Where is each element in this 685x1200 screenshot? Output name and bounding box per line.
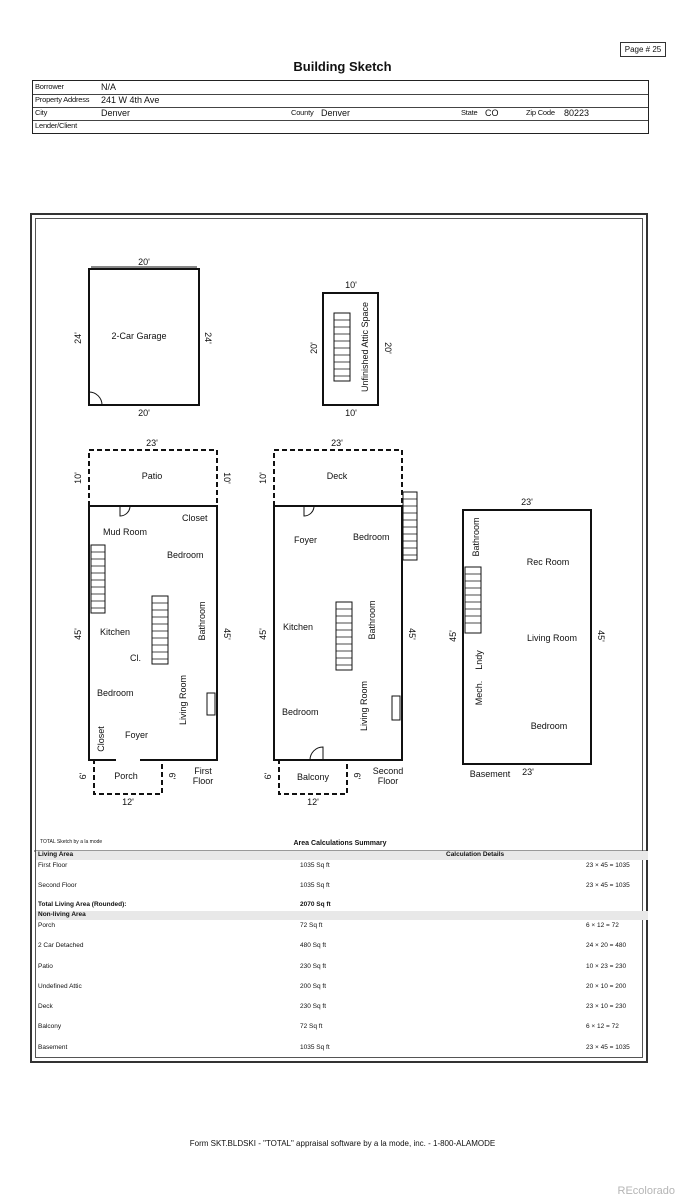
address-value: 241 W 4th Ave	[101, 95, 160, 105]
balcony-label: Balcony	[296, 772, 330, 782]
area-calc: 20 × 10 = 200	[586, 982, 627, 990]
attic-bottom-dim: 10'	[345, 408, 357, 418]
total-living-value: 2070 Sq ft	[300, 901, 331, 908]
door-icon	[310, 747, 323, 760]
patio-right-dim: 10'	[222, 472, 232, 484]
table-row	[36, 1042, 648, 1062]
foyer-label: Foyer	[294, 535, 318, 545]
page-title: Building Sketch	[293, 59, 392, 74]
door-icon	[304, 506, 314, 516]
first-floor-right-dim: 45'	[222, 628, 232, 640]
bathroom-label: Bathroom	[197, 601, 207, 641]
bedroom-label: Bedroom	[530, 721, 568, 731]
area-calc: 23 × 10 = 230	[586, 1003, 627, 1011]
city-value: Denver	[101, 108, 131, 118]
garage-label: 2-Car Garage	[111, 331, 167, 341]
second-floor-label: Floor	[377, 776, 399, 786]
basement-left-dim: 45'	[448, 630, 458, 642]
lender-label: Lender/Client	[35, 121, 78, 130]
area-calc: 10 × 23 = 230	[586, 962, 627, 970]
garage-door-icon	[89, 392, 102, 405]
area-name: Second Floor	[38, 882, 77, 889]
first-floor-label: Floor	[192, 776, 214, 786]
table-row	[36, 1001, 648, 1021]
bedroom-label: Bedroom	[353, 532, 390, 542]
first-floor-top-dim: 23'	[146, 438, 158, 448]
form-footer: Form SKT.BLDSKI - "TOTAL" appraisal software by a la mode, inc. - 1-800-ALAMODE	[189, 1139, 496, 1148]
area-value: 72 Sq ft	[300, 922, 323, 929]
area-calc: 23 × 45 = 1035	[586, 862, 630, 869]
area-name: Basement	[38, 1043, 68, 1051]
zip-label: Zip Code	[526, 108, 555, 117]
non-living-header: Non-living Area	[38, 911, 86, 918]
porch-label: Porch	[114, 771, 138, 781]
stairs-icon	[91, 313, 481, 670]
zip-value: 80223	[564, 108, 590, 118]
area-value: 230 Sq ft	[300, 1003, 327, 1011]
closet-label: Cl.	[130, 653, 141, 663]
basement-bottom-dim: 23'	[522, 767, 534, 777]
area-name: Balcony	[38, 1023, 62, 1031]
living-room-label: Living Room	[526, 633, 578, 643]
state-label: State	[461, 108, 478, 117]
area-value: 72 Sq ft	[300, 1023, 323, 1031]
garage-left-dim: 24'	[73, 332, 83, 344]
county-value: Denver	[321, 108, 351, 118]
table-row	[36, 1021, 648, 1041]
area-name: Porch	[38, 922, 55, 929]
first-floor-left-dim: 45'	[73, 628, 83, 640]
balcony-left-dim: 6'	[263, 772, 273, 780]
living-room-label: Living Room	[359, 680, 369, 732]
foyer-label: Foyer	[125, 730, 149, 740]
deck-left-dim: 10'	[258, 472, 268, 484]
county-label: County	[291, 108, 314, 117]
page-number: Page # 25	[620, 42, 666, 57]
calc-details-header: Calculation Details	[446, 851, 505, 858]
area-calc: 23 × 45 = 1035	[586, 882, 630, 889]
basement-right-dim: 45'	[596, 630, 606, 642]
kitchen-label: Kitchen	[283, 622, 314, 632]
garage-top-dim: 20'	[138, 257, 150, 267]
porch-bottom-dim: 12'	[122, 797, 134, 807]
borrower-value: N/A	[101, 82, 117, 92]
area-value: 1035 Sq ft	[300, 862, 330, 869]
bedroom-label: Bedroom	[282, 707, 319, 717]
area-calc: 6 × 12 = 72	[586, 922, 619, 929]
table-row	[36, 911, 648, 920]
garage-bottom-dim: 20'	[138, 408, 150, 418]
table-row	[36, 851, 648, 860]
table-row	[36, 940, 648, 960]
bathroom-label: Bathroom	[471, 517, 481, 557]
table-row	[36, 900, 648, 911]
bedroom-label: Bedroom	[167, 550, 204, 560]
state-value: CO	[485, 108, 499, 118]
summary-title: Area Calculations Summary	[293, 840, 387, 847]
area-calc: 23 × 45 = 1035	[586, 1043, 630, 1051]
area-value: 1035 Sq ft	[300, 882, 330, 889]
patio-label: Patio	[141, 471, 163, 481]
balcony-bottom-dim: 12'	[307, 797, 319, 807]
table-row	[36, 981, 648, 1001]
attic-right-dim: 20'	[383, 342, 393, 354]
living-room-label: Living Room	[178, 674, 188, 726]
area-summary-table	[36, 851, 648, 1062]
second-floor-right-dim: 45'	[407, 628, 417, 640]
area-value: 480 Sq ft	[300, 942, 327, 950]
basement-label: Basement	[469, 769, 511, 779]
address-label: Property Address	[35, 95, 90, 104]
mud-room-label: Mud Room	[103, 527, 148, 537]
first-floor-label: First	[194, 766, 212, 776]
area-calc: 24 × 20 = 480	[586, 942, 627, 950]
porch-right-dim: 6'	[167, 772, 177, 780]
total-living-label: Total Living Area (Rounded):	[38, 901, 127, 908]
patio-left-dim: 10'	[73, 472, 83, 484]
area-value: 230 Sq ft	[300, 962, 327, 970]
bedroom-label: Bedroom	[97, 688, 134, 698]
attic-top-dim: 10'	[345, 280, 357, 290]
mech-label: Mech.	[474, 680, 484, 706]
living-area-header: Living Area	[38, 851, 74, 858]
closet-label: Closet	[182, 513, 208, 523]
area-name: Patio	[38, 962, 53, 970]
city-label: City	[35, 108, 48, 117]
deck-label: Deck	[326, 471, 348, 481]
basement-top-dim: 23'	[521, 497, 533, 507]
area-name: 2 Car Detached	[38, 942, 84, 950]
kitchen-label: Kitchen	[100, 627, 131, 637]
table-row	[36, 961, 648, 981]
area-value: 200 Sq ft	[300, 982, 327, 990]
second-floor-label: Second	[372, 766, 404, 776]
area-calc: 6 × 12 = 72	[586, 1023, 619, 1031]
sketch-brand: TOTAL Sketch by a la mode	[40, 839, 103, 845]
watermark: REcolorado	[617, 1185, 675, 1197]
attic-left-dim: 20'	[309, 342, 319, 354]
closet-label: Closet	[96, 726, 106, 752]
door-icon	[120, 506, 130, 516]
area-value: 1035 Sq ft	[300, 1043, 330, 1051]
second-floor-left-dim: 45'	[258, 628, 268, 640]
garage-right-dim: 24'	[203, 332, 213, 344]
table-row	[36, 860, 648, 880]
area-name: First Floor	[38, 862, 68, 869]
lndy-label: Lndy	[474, 650, 484, 670]
rec-room-label: Rec Room	[526, 557, 570, 567]
attic-label: Unfinished Attic Space	[360, 301, 370, 393]
area-name: Undefined Attic	[38, 982, 82, 990]
second-floor-top-dim: 23'	[331, 438, 343, 448]
balcony-right-dim: 6'	[352, 772, 362, 780]
area-name: Deck	[38, 1003, 53, 1011]
bathroom-label: Bathroom	[367, 600, 377, 640]
table-row	[36, 880, 648, 900]
table-row	[36, 920, 648, 940]
porch-left-dim: 6'	[78, 772, 88, 780]
borrower-label: Borrower	[35, 82, 64, 91]
